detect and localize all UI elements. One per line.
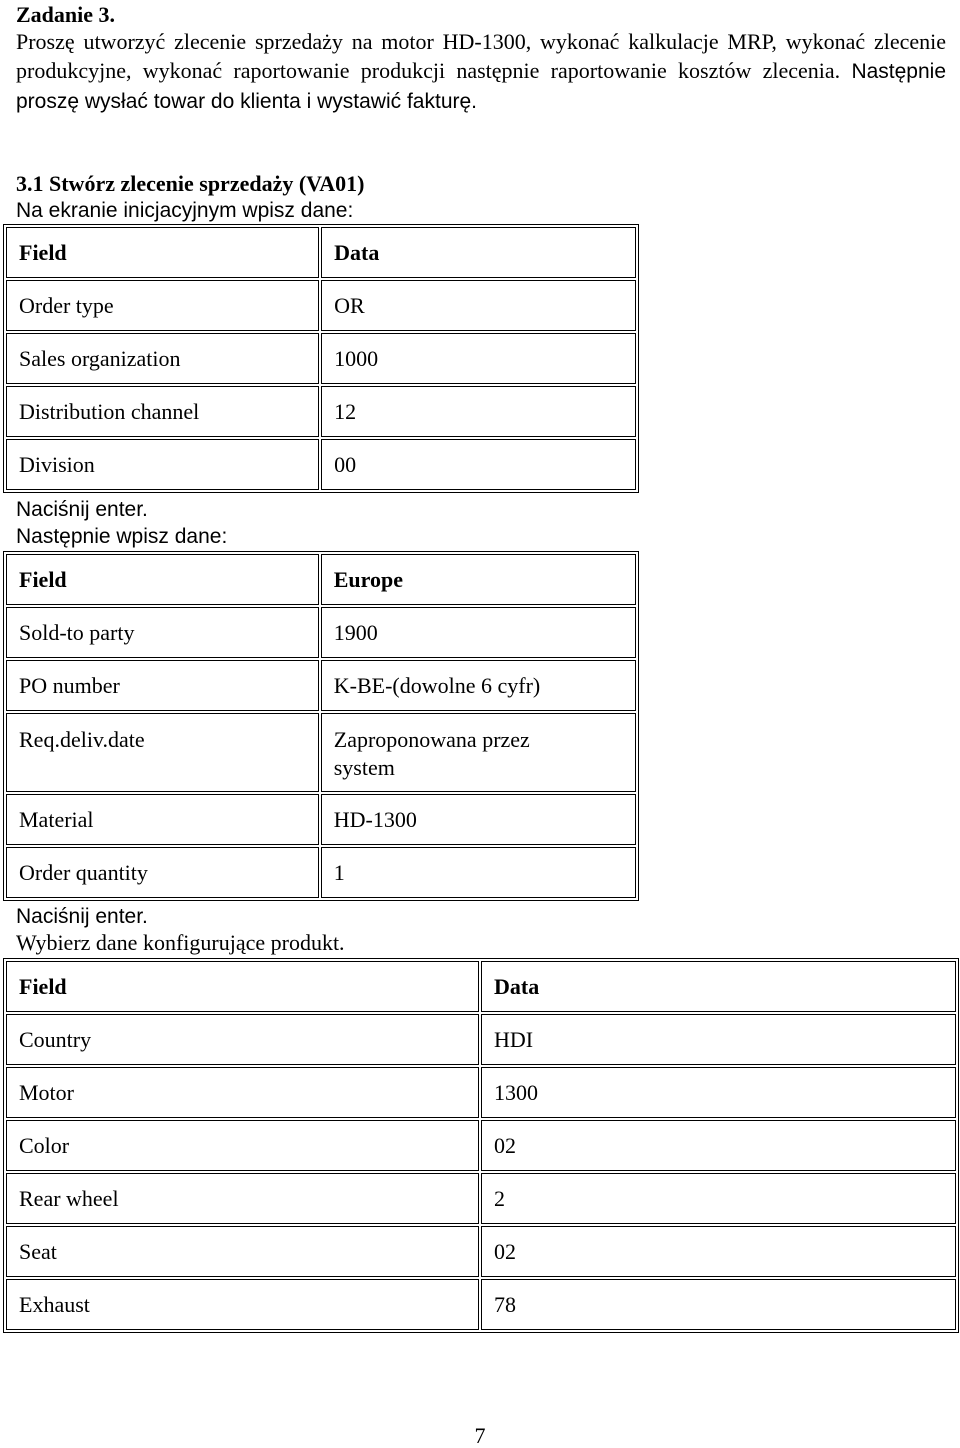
field-value: Zaproponowana przez system <box>321 713 636 792</box>
page-heading: Zadanie 3. <box>16 2 116 27</box>
field-label: Distribution channel <box>6 386 319 437</box>
field-value: HD-1300 <box>321 794 636 845</box>
field-label: Division <box>6 439 319 490</box>
field-value: HDI <box>481 1014 956 1065</box>
instruction-next-data: Następnie wpisz dane: <box>16 525 228 548</box>
table-row <box>6 1067 956 1118</box>
field-value: 1300 <box>481 1067 956 1118</box>
table-row <box>6 607 636 658</box>
field-value: 1000 <box>321 333 636 384</box>
header-data: Data <box>321 227 636 278</box>
header-data: Data <box>481 961 956 1012</box>
table-row <box>6 1014 956 1065</box>
field-value: 78 <box>481 1279 956 1330</box>
field-value: 02 <box>481 1226 956 1277</box>
table-row <box>6 280 636 331</box>
field-label: Motor <box>6 1067 479 1118</box>
press-enter-1: Naciśnij enter. <box>16 498 148 521</box>
table-configuration <box>3 958 959 1333</box>
table-row <box>6 1279 956 1330</box>
intro-text-1: Proszę utworzyć zlecenie sprzedaży na motor HD-1300, wykonać kalkulacje MRP, wykonać zlecenie produkcyjne, wykonać raportowanie produkcji następnie raportowanie kosztów zlecenia. <box>16 29 946 83</box>
field-label: Sales organization <box>6 333 319 384</box>
field-label: Sold-to party <box>6 607 319 658</box>
table-row <box>6 660 636 711</box>
intro-paragraph <box>16 27 946 116</box>
field-label: Seat <box>6 1226 479 1277</box>
field-value: 02 <box>481 1120 956 1171</box>
table-header-row <box>6 961 956 1012</box>
table-row <box>6 333 636 384</box>
table-order-data <box>3 551 639 901</box>
field-label: Color <box>6 1120 479 1171</box>
field-value: 1 <box>321 847 636 898</box>
field-value: K-BE-(dowolne 6 cyfr) <box>321 660 636 711</box>
field-value: 00 <box>321 439 636 490</box>
header-field: Field <box>6 554 319 605</box>
field-label: Material <box>6 794 319 845</box>
field-label: Country <box>6 1014 479 1065</box>
field-value: 12 <box>321 386 636 437</box>
field-value: OR <box>321 280 636 331</box>
field-value: 2 <box>481 1173 956 1224</box>
table-row <box>6 386 636 437</box>
field-label: Exhaust <box>6 1279 479 1330</box>
instruction-configure: Wybierz dane konfigurujące produkt. <box>16 930 345 955</box>
table-row <box>6 1120 956 1171</box>
table-row <box>6 794 636 845</box>
table-initial-screen <box>3 224 639 493</box>
field-label: Order quantity <box>6 847 319 898</box>
field-label: PO number <box>6 660 319 711</box>
page-number: 7 <box>474 1423 486 1448</box>
section-title: 3.1 Stwórz zlecenie sprzedaży (VA01) <box>16 171 365 196</box>
field-label: Req.deliv.date <box>6 713 319 792</box>
header-field: Field <box>6 961 479 1012</box>
table-row <box>6 847 636 898</box>
table-row <box>6 439 636 490</box>
table-header-row <box>6 227 636 278</box>
field-value: 1900 <box>321 607 636 658</box>
instruction-initial-screen: Na ekranie inicjacyjnym wpisz dane: <box>16 199 354 222</box>
header-field: Field <box>6 227 319 278</box>
table-row <box>6 713 636 792</box>
table-row <box>6 1226 956 1277</box>
table-row <box>6 1173 956 1224</box>
header-europe: Europe <box>321 554 636 605</box>
field-label: Rear wheel <box>6 1173 479 1224</box>
field-label: Order type <box>6 280 319 331</box>
table-header-row <box>6 554 636 605</box>
press-enter-2: Naciśnij enter. <box>16 905 148 928</box>
intro-text-2: Następnie proszę wysłać towar do klienta i wystawić fakturę. <box>16 60 947 113</box>
